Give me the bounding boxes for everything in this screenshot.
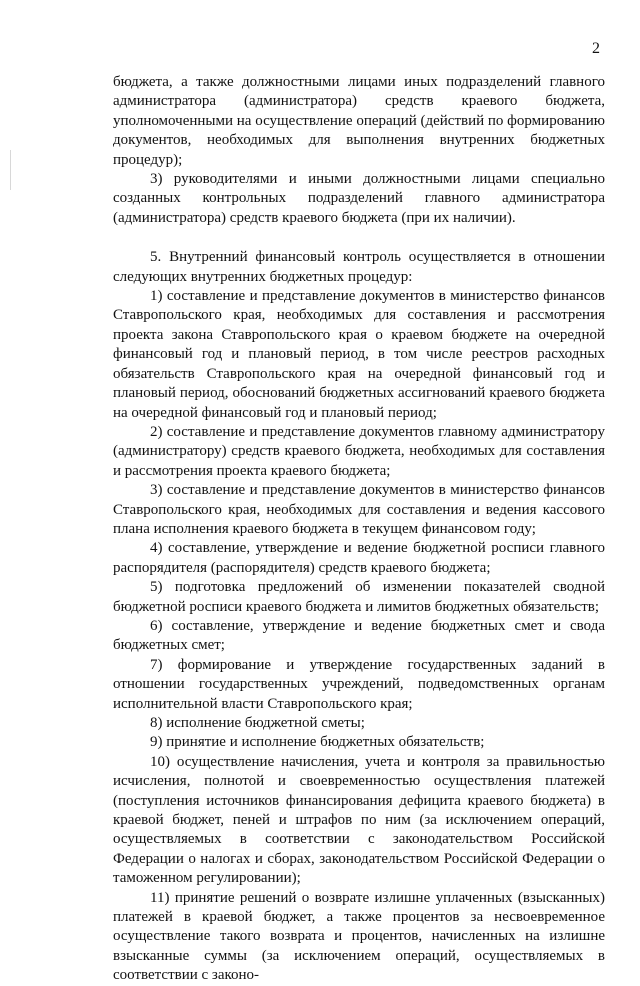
margin-mark	[10, 150, 11, 190]
list-item-2: 2) составление и представление документов главному администратору (администратору) средств краевого бюджета, необходимых для составления и рассмотрения проекта краевого бюджета;	[113, 423, 605, 479]
list-item-4: 4) составление, утверждение и ведение бюджетной росписи главного распорядителя (распорядителя) средств краевого бюджета;	[113, 540, 605, 576]
paragraph-section-5: 5. Внутренний финансовый контроль осуществляется в отношении следующих внутренних бюджетных процедур:	[113, 249, 605, 285]
page-number: 2	[592, 40, 600, 57]
list-item-7: 7) формирование и утверждение государственных заданий в отношении государственных учреждений, подведомственных органам исполнительной власти Ставропольского края;	[113, 656, 605, 712]
list-item-5: 5) подготовка предложений об изменении показателей сводной бюджетной росписи краевого бюджета и лимитов бюджетных обязательств;	[113, 579, 605, 615]
list-item-11: 11) принятие решений о возврате излишне уплаченных (взысканных) платежей в краевой бюджет, а также процентов за несвоевременное осуществление такого возврата и процентов, начисленных на излишне взысканные суммы (за исключением операций, осуществляемых в соответствии с законо-	[113, 889, 605, 984]
paragraph-item-3: 3) руководителями и иными должностными лицами специально созданных контрольных подразделений главного администратора (администратора) средств краевого бюджета (при их наличии).	[113, 171, 605, 226]
list-item-3: 3) составление и представление документов в министерство финансов Ставропольского края, необходимых для составления и ведения кассового плана исполнения краевого бюджета в текущем финансовом году;	[113, 482, 605, 537]
document-body	[113, 73, 605, 986]
list-item-10: 10) осуществление начисления, учета и контроля за правильностью исчисления, полнотой и своевременностью осуществления платежей (поступления источников финансирования дефицита краевого бюджета) в краевой бюджет, пеней и штрафов по ним (за исключением операций, осуществляемых в соответствии с законодательством Российской Федерации о налогах и сборах, законодательством Российской Федерации о таможенном регулировании);	[113, 753, 605, 887]
list-item-9: 9) принятие и исполнение бюджетных обязательств;	[150, 734, 485, 751]
list-item-8: 8) исполнение бюджетной сметы;	[150, 715, 365, 731]
paragraph-continuation: бюджета, а также должностными лицами иных подразделений главного администратора (администратора) средств краевого бюджета, уполномоченными на осуществление операций (действий по формированию документов, необходимых для выполнения внутренних бюджетных процедур);	[113, 74, 605, 168]
list-item-6: 6) составление, утверждение и ведение бюджетных смет и свода бюджетных смет;	[113, 617, 605, 654]
list-item-1: 1) составление и представление документов в министерство финансов Ставропольского края, необходимых для составления и рассмотрения проекта закона Ставропольского края о краевом бюджете на очередной финансовый год и плановый период, в том числе реестров расходных обязательств Ставропольского края на очередной финансовый год и плановый период, обоснований бюджетных ассигнований краевого бюджета на очередной финансовый год и плановый период;	[113, 288, 605, 421]
